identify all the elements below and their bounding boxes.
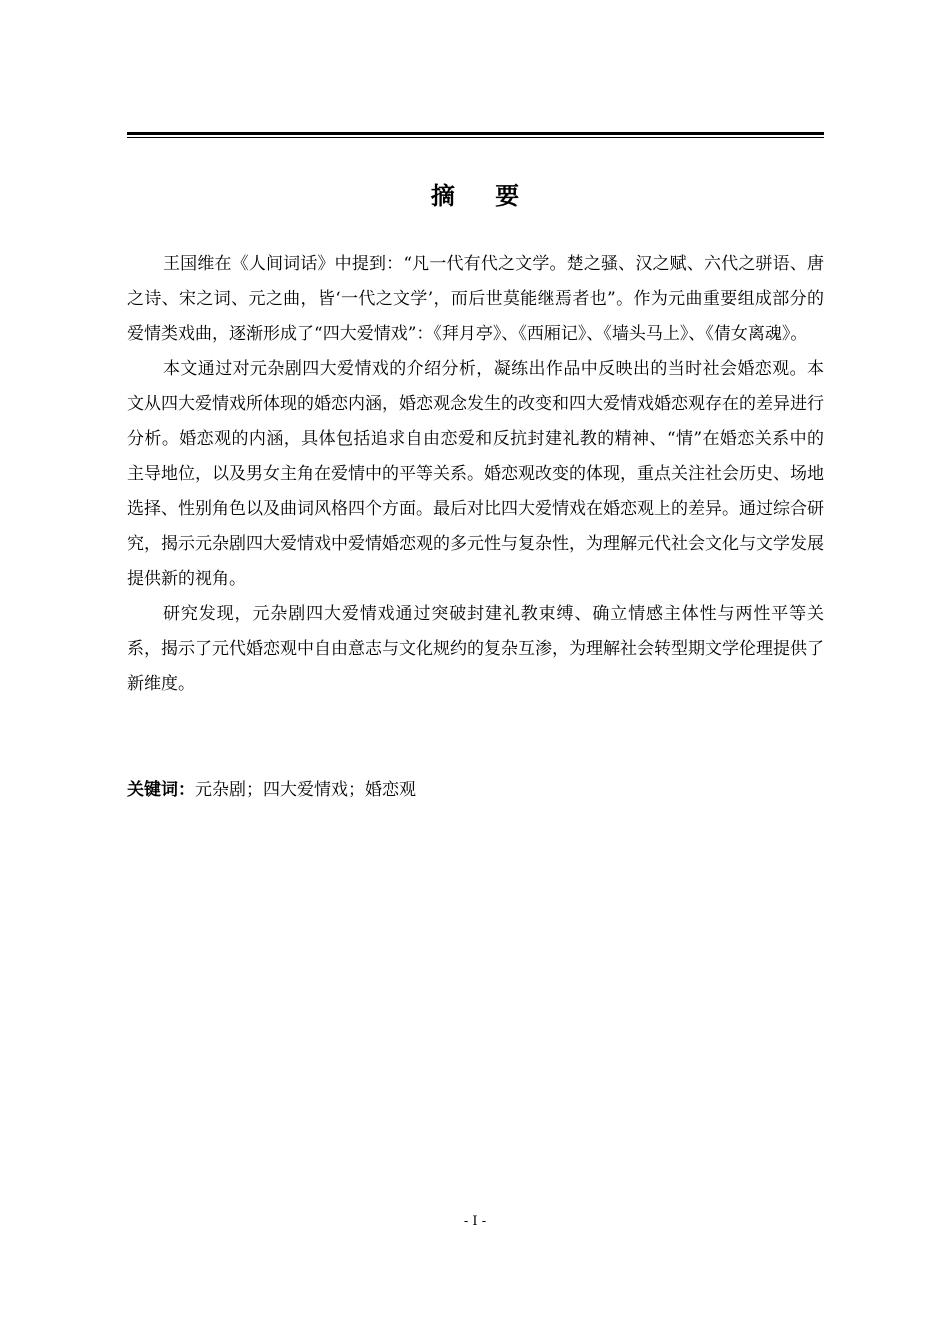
abstract-paragraph-2: 本文通过对元杂剧四大爱情戏的介绍分析，凝练出作品中反映出的当时社会婚恋观。本文从四大爱情戏所体现的婚恋内涵，婚恋观念发生的改变和四大爱情戏婚恋观存在的差异进行分析。婚恋观的内涵，具体包括追求自由恋爱和反抗封建礼教的精神、“情”在婚恋关系中的主导地位，以及男女主角在爱情中的平等关系。婚恋观改变的体现，重点关注社会历史、场地选择、性别角色以及曲词风格四个方面。最后对比四大爱情戏在婚恋观上的差异。通过综合研究，揭示元杂剧四大爱情戏中爱情婚恋观的多元性与复杂性，为理解元代社会文化与文学发展提供新的视角。 xyxy=(127,359,824,589)
keywords-line xyxy=(127,776,824,804)
abstract-body xyxy=(127,247,824,702)
abstract-paragraph-1: 王国维在《人间词话》中提到：“凡一代有代之文学。楚之骚、汉之赋、六代之骈语、唐之诗、宋之词、元之曲，皆‘一代之文学’，而后世莫能继焉者也”。作为元曲重要组成部分的爱情类戏曲，逐渐形成了“四大爱情戏”：《拜月亭》、《西厢记》、《墙头马上》、《倩女离魂》。 xyxy=(127,254,824,344)
page-number: - I - xyxy=(463,1214,487,1229)
keywords-value: 元杂剧；四大爱情戏；婚恋观 xyxy=(195,780,416,800)
abstract-paragraph-3: 研究发现，元杂剧四大爱情戏通过突破封建礼教束缚、确立情感主体性与两性平等关系，揭示了元代婚恋观中自由意志与文化规约的复杂互渗，为理解社会转型期文学伦理提供了新维度。 xyxy=(127,604,824,694)
keywords-label: 关键词： xyxy=(127,780,195,800)
header-rule xyxy=(127,132,824,139)
header-rule-thin xyxy=(127,137,824,138)
header-rule-thick xyxy=(127,132,824,135)
abstract-title: 摘 要 xyxy=(430,182,536,210)
